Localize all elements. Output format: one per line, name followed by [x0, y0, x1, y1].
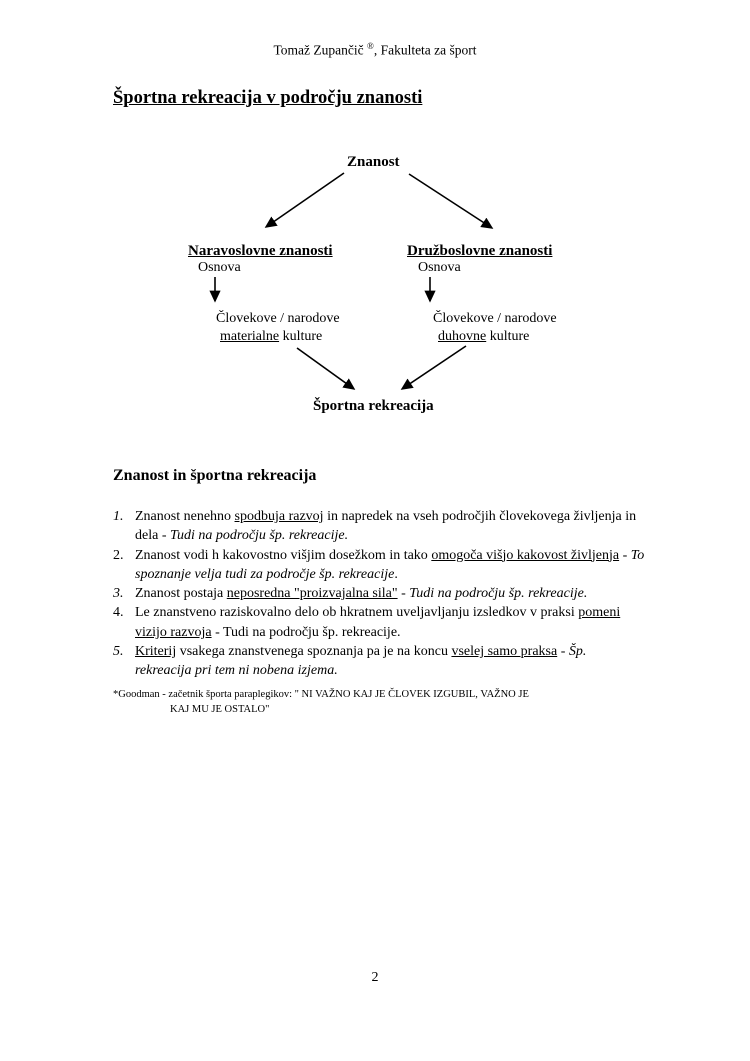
text-segment: in napredek na vseh področjih človekovega življenja in dela -: [135, 509, 637, 544]
list-item-text: [135, 546, 645, 585]
text-segment: spodbuja razvoj: [234, 509, 324, 524]
page-number: 2: [371, 970, 379, 985]
footnote-line2: KAJ MU JE OSTALO": [170, 703, 270, 715]
footnote-line1: *Goodman - začetnik športa paraplegikov: " NI VAŽNO KAJ JE ČLOVEK IZGUBIL, VAŽNO JE: [113, 688, 529, 700]
diagram-node-druzboslovne-znanosti: Družboslovne znanosti: [407, 243, 553, 259]
diagram-arrows: [0, 0, 750, 430]
list-item-text: [135, 642, 645, 681]
text-segment: Znanost vodi h kakovostno višjim dosežkom in tako: [135, 547, 432, 563]
list-item-text: [135, 603, 645, 642]
diagram-node-znanost: Znanost: [347, 154, 400, 170]
text-segment: vsakega znanstvenega spoznanja pa je na koncu: [176, 644, 452, 660]
list-item: [113, 507, 645, 546]
diagram-label-culture-right-line2: [438, 329, 529, 346]
underlined-word: materialne: [220, 329, 280, 344]
text-segment: -: [557, 644, 569, 660]
diagram-label-osnova-right: Osnova: [418, 260, 461, 275]
page-title: Športna rekreacija v področju znanosti: [113, 88, 423, 108]
list-item-number: 4.: [113, 605, 124, 621]
diagram-node-sportna-rekreacija: Športna rekreacija: [313, 398, 434, 414]
diagram-node-naravoslovne-znanosti: Naravoslovne znanosti: [188, 243, 333, 259]
content-section: [113, 466, 645, 717]
arrow-root-to-right: [409, 174, 492, 228]
text-segment: -: [619, 547, 631, 563]
section-heading: Znanost in športna rekreacija: [113, 467, 317, 484]
text-segment: kulture: [486, 329, 530, 344]
text-segment: To spoznanje velja tudi za področje šp. rekreacije: [135, 547, 645, 582]
list-item-number: 1.: [113, 509, 124, 524]
page-header: [0, 41, 750, 59]
text-segment: neposredna "proizvajalna sila": [226, 586, 398, 602]
author-name: Tomaž Zupančič: [273, 42, 367, 58]
diagram-label-culture-right-line1: Človekove / narodove: [433, 311, 557, 326]
list-item: [113, 642, 645, 681]
list-item-text: [135, 584, 645, 603]
text-segment: Tudi na področju šp. rekreacije.: [409, 586, 588, 602]
registered-mark-icon: ®: [366, 41, 374, 51]
arrow-left-to-result: [297, 348, 354, 389]
list-item-text: [135, 507, 645, 546]
text-segment: Le znanstveno raziskovalno delo ob hkratnem uveljavljanju izsledkov v praksi: [135, 605, 579, 621]
list-item-number: 2.: [113, 547, 124, 563]
diagram-label-osnova-left: Osnova: [198, 260, 241, 275]
text-segment: vselej samo praksa: [451, 644, 558, 660]
text-segment: Tudi na področju šp. rekreacije.: [169, 528, 349, 544]
list-item: [113, 603, 645, 642]
author-affiliation: , Fakulteta za šport: [373, 42, 477, 58]
list-item: [113, 584, 645, 603]
arrow-root-to-left: [266, 173, 344, 227]
arrow-right-to-result: [402, 346, 466, 389]
numbered-list: [113, 507, 645, 681]
text-segment: omogoča višjo kakovost življenja: [431, 547, 620, 563]
text-segment: Kriterij: [135, 644, 177, 660]
text-segment: Znanost nenehno: [135, 509, 235, 524]
list-item-number: 5.: [113, 644, 124, 660]
list-item: [113, 546, 645, 585]
text-segment: Znanost postaja: [135, 586, 227, 602]
footnote: [113, 687, 645, 717]
text-segment: -: [397, 586, 410, 602]
diagram-label-culture-left-line1: Človekove / narodove: [216, 311, 340, 326]
text-segment: .: [394, 566, 398, 582]
text-segment: - Tudi na področju šp. rekreacije.: [211, 624, 401, 640]
text-segment: kulture: [279, 329, 323, 344]
text-segment: pomeni vizijo razvoja: [135, 605, 621, 640]
diagram-label-culture-left-line2: [220, 329, 322, 346]
underlined-word: duhovne: [438, 329, 487, 344]
text-segment: Šp. rekreacija pri tem ni nobena izjema.: [135, 644, 587, 679]
list-item-number: 3.: [113, 586, 124, 602]
